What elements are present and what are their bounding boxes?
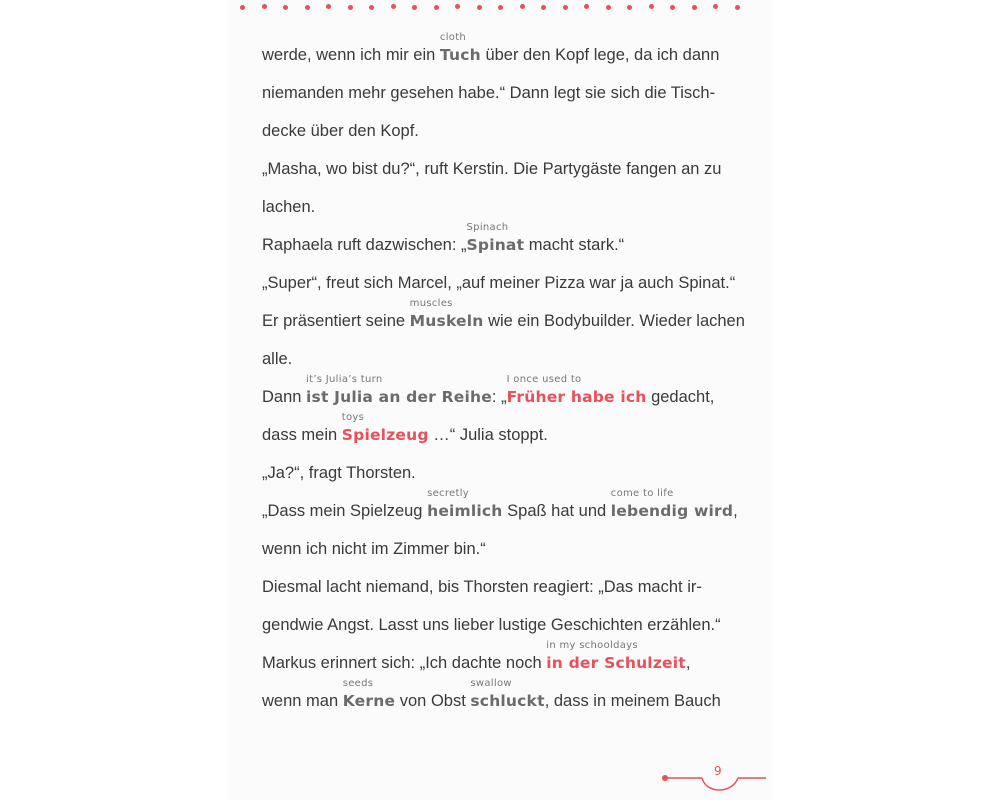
vocab-gloss: cloth <box>439 32 467 43</box>
text-line <box>262 615 721 635</box>
dot <box>606 5 611 10</box>
vocab-term: Tuch <box>439 46 481 64</box>
text-line <box>262 539 486 559</box>
text-run: wenn ich nicht im Zimmer bin.“ <box>262 540 486 558</box>
dot <box>283 5 288 10</box>
text-line <box>262 159 721 179</box>
vocab-gloss: I once used to <box>506 374 582 385</box>
dot <box>649 4 654 9</box>
text-run: niemanden mehr gesehen habe.“ Dann legt sie sich die Tisch- <box>262 84 716 102</box>
text-run: alle. <box>262 350 293 368</box>
dot <box>240 5 245 10</box>
text-line <box>262 222 625 255</box>
vocab-gloss: muscles <box>409 298 453 309</box>
text-run: gedacht, <box>646 388 715 406</box>
vocab-word <box>409 298 484 331</box>
text-run: Er präsentiert seine <box>262 312 410 330</box>
text-line <box>262 298 745 331</box>
vocab-gloss: in my schooldays <box>546 640 638 651</box>
dot <box>477 5 482 10</box>
vocab-term: Früher habe ich <box>506 388 647 406</box>
text-line <box>262 412 548 445</box>
text-run: , <box>685 654 691 672</box>
text-line <box>262 640 691 673</box>
vocab-term: Kerne <box>342 692 396 710</box>
vocab-term: in der Schulzeit <box>546 654 686 672</box>
vocab-gloss: it’s Julia’s turn <box>306 374 383 385</box>
vocab-word <box>470 678 545 711</box>
vocab-gloss: swallow <box>470 678 512 689</box>
vocab-word <box>439 32 481 65</box>
vocab-word <box>546 640 686 673</box>
vocab-word <box>427 488 503 521</box>
text-run: Spaß hat und <box>502 502 611 520</box>
dot <box>391 4 396 9</box>
dot <box>563 5 568 10</box>
text-run: „Dass mein Spielzeug <box>262 502 428 520</box>
dot <box>520 4 525 9</box>
text-line <box>262 121 419 141</box>
vocab-word <box>610 488 734 521</box>
dot <box>262 4 267 9</box>
page-footer <box>660 762 770 798</box>
vocab-term: heimlich <box>427 502 503 520</box>
text-run: „Masha, wo bist du?“, ruft Kerstin. Die Partygäste fangen an zu <box>262 160 722 178</box>
text-line <box>262 349 292 369</box>
text-run: wenn man <box>262 692 343 710</box>
text-run: Markus erinnert sich: „Ich dachte noch <box>262 654 547 672</box>
dot <box>713 4 718 9</box>
text-run: über den Kopf lege, da ich dann <box>480 46 720 64</box>
dot <box>305 5 310 10</box>
vocab-gloss: Spinach <box>466 222 509 233</box>
vocab-term: Spinat <box>466 236 525 254</box>
text-run: „Super“, freut sich Marcel, „auf meiner Pizza war ja auch Spinat.“ <box>262 274 736 292</box>
text-line <box>262 273 735 293</box>
text-run: gendwie Angst. Lasst uns lieber lustige Geschichten erzählen.“ <box>262 616 721 634</box>
text-run: wie ein Bodybuilder. Wieder lachen <box>483 312 745 330</box>
text-run: „Ja?“, fragt Thorsten. <box>262 464 416 482</box>
dot <box>348 5 353 10</box>
dot <box>735 5 740 10</box>
text-run: …“ Julia stoppt. <box>428 426 548 444</box>
text-run: lachen. <box>262 198 316 216</box>
text-run: werde, wenn ich mir ein <box>262 46 440 64</box>
text-run: , dass in meinem Bauch <box>544 692 721 710</box>
dot <box>326 4 331 9</box>
decorative-dot-border <box>240 4 760 14</box>
text-run: : „ <box>491 388 507 406</box>
vocab-gloss: toys <box>341 412 365 423</box>
text-run: macht stark.“ <box>524 236 625 254</box>
vocab-term: ist Julia an der Reihe <box>306 388 492 406</box>
vocab-gloss: secretly <box>427 488 469 499</box>
text-line <box>262 32 720 65</box>
page-number: 9 <box>714 764 722 778</box>
text-line <box>262 197 315 217</box>
vocab-word <box>341 412 429 445</box>
text-run: , <box>733 502 738 520</box>
text-line <box>262 83 715 103</box>
dot <box>627 5 632 10</box>
text-line <box>262 374 715 407</box>
vocab-term: Muskeln <box>409 312 484 330</box>
vocab-gloss: come to life <box>610 488 674 499</box>
vocab-gloss: seeds <box>342 678 374 689</box>
vocab-term: schluckt <box>470 692 545 710</box>
dot <box>412 5 417 10</box>
text-line <box>262 463 416 483</box>
vocab-word <box>306 374 492 407</box>
vocab-term: lebendig wird <box>610 502 734 520</box>
text-line <box>262 577 702 597</box>
dot <box>692 5 697 10</box>
vocab-word <box>342 678 396 711</box>
dot <box>455 4 460 9</box>
vocab-word <box>506 374 647 407</box>
vocab-term: Spielzeug <box>341 426 429 444</box>
text-line <box>262 678 721 711</box>
text-line <box>262 488 738 521</box>
dot <box>434 5 439 10</box>
text-run: von Obst <box>395 692 471 710</box>
text-run: Diesmal lacht niemand, bis Thorsten reagiert: „Das macht ir- <box>262 578 702 596</box>
text-run: Dann <box>262 388 307 406</box>
text-run: dass mein <box>262 426 342 444</box>
dot <box>670 5 675 10</box>
dot <box>498 5 503 10</box>
text-run: decke über den Kopf. <box>262 122 419 140</box>
text-run: Raphaela ruft dazwischen: „ <box>262 236 467 254</box>
vocab-word <box>466 222 525 255</box>
dot <box>541 5 546 10</box>
dot <box>369 5 374 10</box>
dot <box>584 4 589 9</box>
